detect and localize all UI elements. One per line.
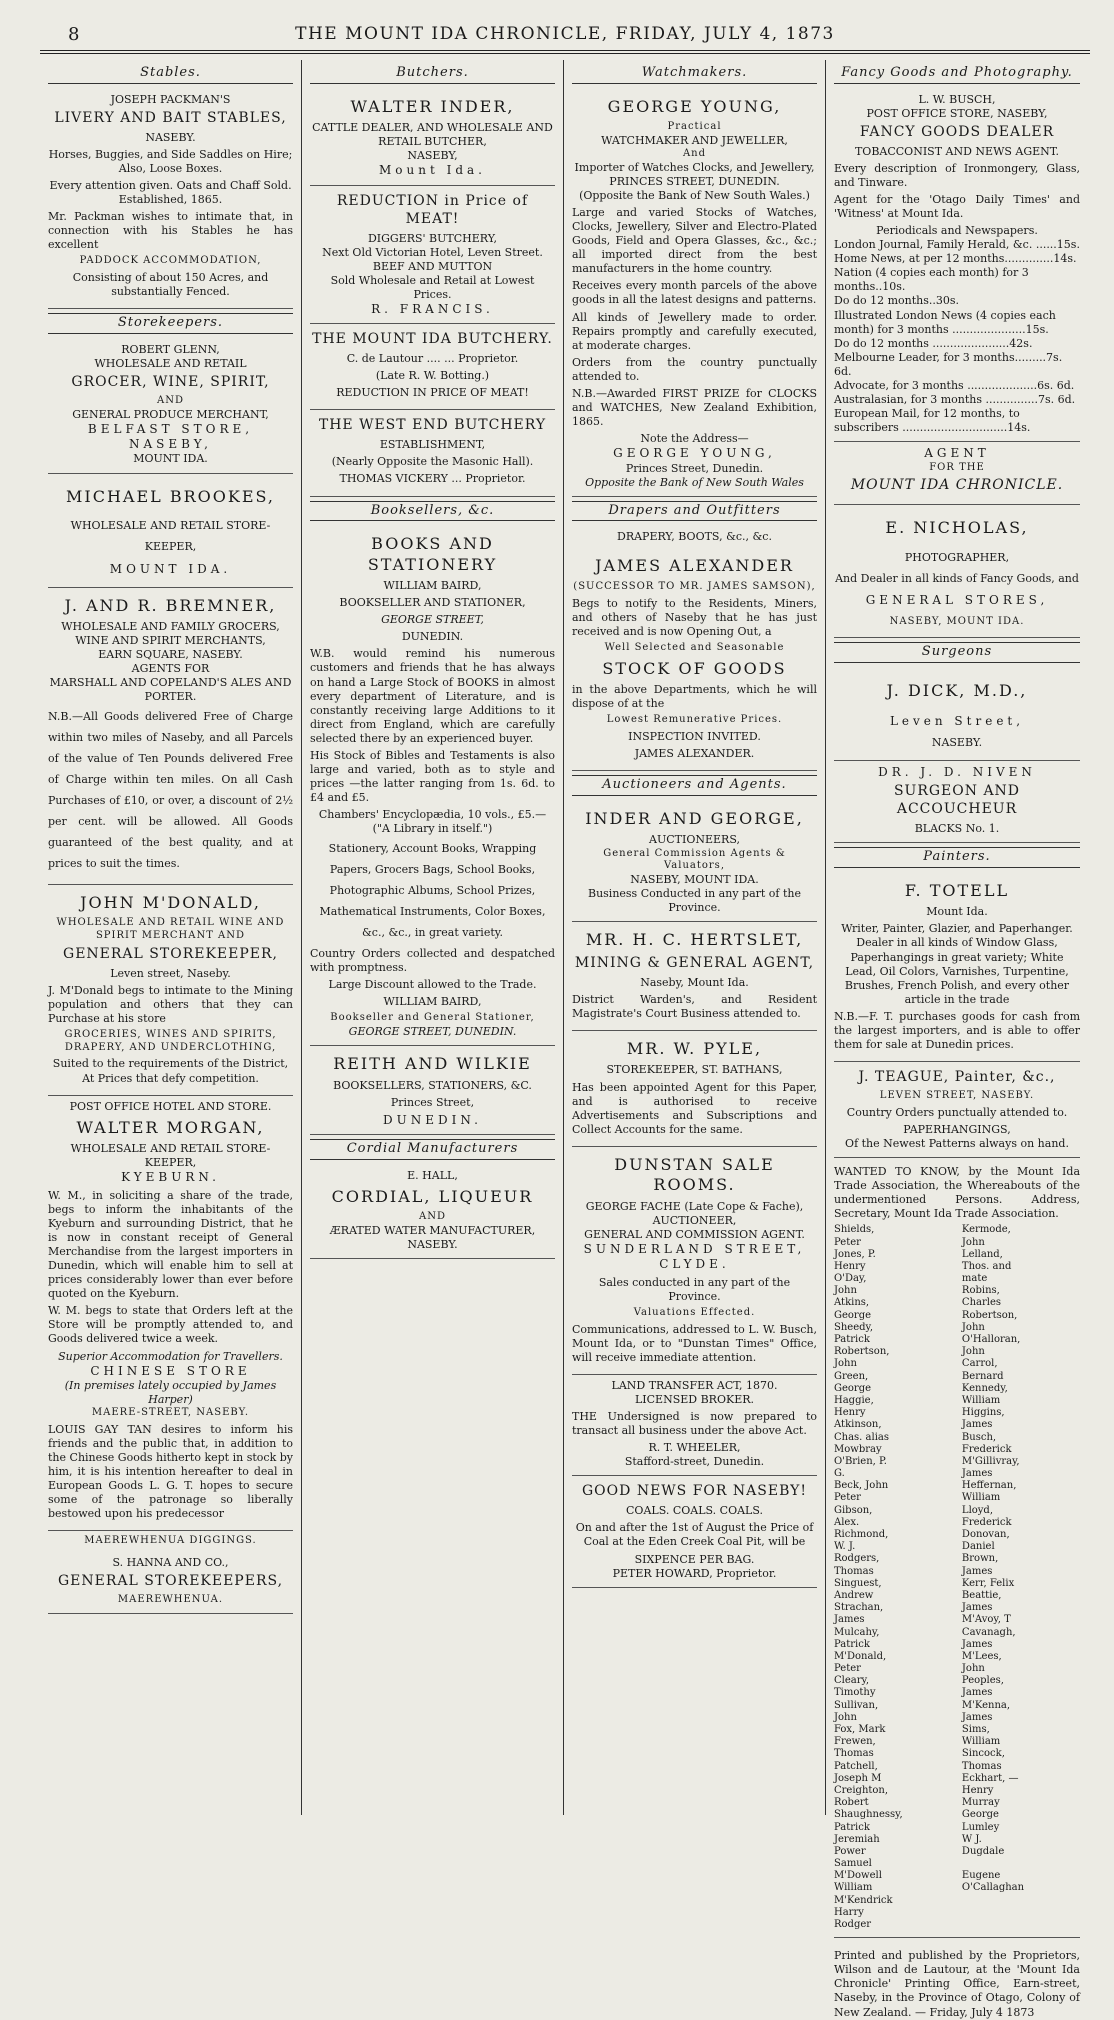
ad-line: GEORGE YOUNG, [613,446,776,461]
ad-text: Country Orders punctually attended to. [846,1105,1068,1119]
name-entry: Creighton, Robert [834,1784,889,1809]
ad-line: JOSEPH PACKMAN'S [110,92,231,106]
ad-wanted [834,1158,1080,1938]
ad-line: WHOLESALE AND RETAIL WINE AND SPIRIT MERCHANT AND [56,917,285,941]
ad-line: Well Selected and Seasonable [604,641,785,653]
name-entry: M'Gillivray, James [961,1455,1020,1480]
ad-text: Every description of Ironmongery, Glass, and Tinware. [834,161,1080,189]
ad-line: LAND TRANSFER ACT, 1870. [611,1378,778,1392]
name-entry: Cleary, Timothy [834,1675,876,1699]
ad-mount-ida-butchery [310,324,555,410]
ad-line: PAPERHANGINGS, [903,1122,1011,1136]
ad-line: EARN SQUARE, NASEBY. [98,648,243,662]
ad-line: L. W. BUSCH, [918,92,996,106]
ad-line: DUNEDIN. [383,1112,482,1127]
ad-line: WHOLESALE AND RETAIL STORE-KEEPER, [70,518,271,553]
ad-line: CHINESE STORE [90,1363,251,1378]
ad-line: Note the Address— [640,432,749,446]
ad-headline: JAMES ALEXANDER [595,556,794,576]
name-entry: Patchell, Joseph M [834,1760,882,1784]
ad-headline: WALTER INDER, [350,96,515,116]
name-entry: George Lumley [961,1809,1000,1833]
columns [40,60,1090,2019]
names-column-right [962,1224,1080,1931]
ad-line: GROCERIES, WINES AND SPIRITS, DRAPERY, AND UNDERCLOTHING, [64,1028,277,1053]
name-entry: Brown, James [961,1553,999,1577]
ad-line: GEORGE STREET, DUNEDIN. [348,1024,517,1038]
ad-line: Periodicals and Newspapers. [876,224,1038,238]
ad-text: J. M'Donald begs to intimate to the Mining population and others that they can Purchase at his store [48,983,293,1025]
name-entry: Donovan, Daniel [961,1529,1010,1553]
column-3 [564,60,826,1815]
ad-line: NASEBY, MOUNT IDA. [630,873,759,887]
name-entry: Kennedy, William [961,1382,1008,1406]
ad-line: And [682,147,707,159]
ad-line: MAERE-STREET, NASEBY. [91,1407,250,1419]
name-entry: Kermode, John [961,1224,1011,1248]
ad-line: BOOKSELLERS, STATIONERS, &C. [333,1078,532,1092]
column-2 [302,60,564,1815]
ad-headline: DUNSTAN SALE ROOMS. [614,1154,775,1195]
ad-line: INSPECTION INVITED. [628,730,761,744]
name-entry: M'Avoy, T [961,1614,1011,1626]
ad-alexander [572,526,817,771]
ad-headline: CORDIAL, LIQUEUR [331,1186,534,1206]
name-entry: Carrol, Bernard [961,1358,1004,1382]
ad-headline: STOCK OF GOODS [602,658,787,678]
ad-line: MAEREWHENUA DIGGINGS. [84,1535,257,1547]
ad-inder [310,89,555,186]
ad-line: KYEBURN. [121,1170,220,1185]
section-heading: Auctioneers and Agents. [572,775,817,796]
ad-west-end [310,410,555,496]
name-entry: O'Halloran, John [961,1334,1021,1358]
ad-francis [310,186,555,325]
ad-line: POST OFFICE STORE, NASEBY, [866,106,1048,120]
ad-dick [834,668,1080,761]
ad-brookes [48,474,293,588]
ad-line: NASEBY, MOUNT IDA. [889,616,1025,628]
section-heading: Painters. [834,847,1080,868]
section-heading: Booksellers, &c. [310,501,555,522]
ad-text: Large and varied Stocks of Watches, Clocks, Jewellery, Silver and Electro-Plated Goods, Field and Opera Glasses, &c., &c.; all imported direct from the best manufacturers in the home country. [572,206,817,276]
name-entry: Strachan, James [834,1602,884,1626]
ad-headline: FANCY GOODS DEALER [859,123,1055,140]
ad-line: POST OFFICE HOTEL AND STORE. [69,1099,272,1113]
ad-line: SUNDERLAND STREET, [583,1241,806,1256]
ad-line: C. de Lautour .... ... Proprietor. [346,352,519,366]
name-entry: Robins, Charles [961,1285,1002,1309]
name-entry: Sincock, Thomas [961,1748,1005,1772]
names-column-left [834,1224,952,1931]
name-entry: Beck, John Peter [834,1480,889,1504]
ad-headline: GENERAL STOREKEEPERS, [57,1573,284,1590]
name-entry: Robertson, John [834,1346,890,1370]
ad-headline: GROCER, WINE, SPIRIT, [71,373,270,390]
section-heading: Storekeepers. [48,313,293,334]
ad-packman [48,89,293,310]
ad-line: Mount Ida. [926,905,988,919]
name-entry: Kerr, Felix [961,1577,1015,1589]
ad-line: R. T. WHEELER, [648,1441,741,1455]
ad-text: All kinds of Jewellery made to order. Repairs promptly and carefully executed, at moderate charges. [572,310,817,352]
ad-text: W. M., in soliciting a share of the trade, begs to inform the inhabitants of the Kyeburn and surrounding District, that he is now in constant receipt of General Merchandise from the largest importers in Dunedin, which will enable him to sell at prices considerably lower than ever before quoted on the Kyeburn. [48,1188,293,1301]
ad-line: WILLIAM BAIRD, [383,995,482,1009]
ad-line: ÆRATED WATER MANUFACTURER, [329,1224,536,1238]
ad-headline: MOUNT IDA CHRONICLE. [850,477,1064,494]
name-entry: Busch, Frederick [961,1431,1012,1455]
list-item: Home News, at per 12 months..............14s. [834,252,1077,266]
ad-headline: GOOD NEWS FOR NASEBY! [582,1483,807,1500]
ad-line: (Nearly Opposite the Masonic Hall). [331,455,534,469]
ad-line: Princes Street, Dunedin. [625,461,764,475]
name-entry [962,1858,1019,1870]
name-entry: Shields, Peter [834,1224,875,1248]
section-heading: Stables. [48,64,293,84]
ad-headline: F. TOTELL [904,880,1010,900]
ad-line: Practical [667,121,722,133]
ad-headline: BOOKS AND STATIONERY [367,534,498,574]
ad-line: SIXPENCE PER BAG. [634,1552,755,1566]
ad-line: BELFAST STORE, NASEBY, [87,421,254,452]
ad-text: N.B.—All Goods delivered Free of Charge within two miles of Naseby, and all Parcels of the value of Ten Pounds delivered Free of Charge within ten miles. On all Cash Purchases of £10, or over, a discount of 2½ per cent. will be allowed. All Goods guaranteed of the best quality, and at prices to suit the times. [48,710,293,870]
masthead-rule [40,50,1090,54]
ad-text: W. M. begs to state that Orders left at the Store will be promptly attended to, and Goods delivered twice a week. [48,1304,293,1346]
name-entry: Higgins, James [961,1407,1005,1431]
ad-text: Receives every month parcels of the above goods in all the latest designs and patterns. [572,279,817,307]
ad-line: WHOLESALE AND RETAIL STORE-KEEPER, [70,1142,271,1170]
ad-headline: REITH AND WILKIE [333,1054,532,1074]
name-entry: Haggie, Henry [834,1394,874,1419]
ad-busch [834,89,1080,443]
name-entry: Atkinson, Chas. alias Mowbray [834,1419,889,1455]
ad-text: Sales conducted in any part of the Province. [598,1275,791,1303]
ad-text: Writer, Painter, Glazier, and Paperhanger. Dealer in all kinds of Window Glass, Paperhangings in great variety; White Lead, Oil Colors, Varnishes, Turpentine, Brushes, French Polish, and every other article in the trade [841,922,1073,1006]
ad-text: WANTED TO KNOW, by the Mount Ida Trade Association, the Whereabouts of the undermentioned Persons. Address, Secretary, Mount Ida Trade Association. [834,1165,1080,1221]
name-entry: O'Day, John [834,1273,867,1297]
ad-line: And Dealer in all kinds of Fancy Goods, and [835,571,1079,585]
ad-hertslet [572,922,817,1031]
ad-line: Next Old Victorian Hotel, Leven Street. [322,245,543,259]
ad-young [572,89,817,497]
page-title: THE MOUNT IDA CHRONICLE, FRIDAY, JULY 4, 1873 [295,24,835,44]
ad-text: Horses, Buggies, and Side Saddles on Hire; Also, Loose Boxes. [48,147,293,175]
name-entry: Rodgers, Thomas [834,1553,880,1577]
ad-line: WHOLESALE AND FAMILY GROCERS, WINE AND SPIRIT MERCHANTS, [61,619,280,648]
ad-line: DR. J. D. NIVEN [878,764,1036,779]
name-entry: Henry Murray [961,1784,1000,1809]
list-item: European Mail, for 12 months, to subscribers ..............................14s. [834,407,1031,435]
name-entry: Shaughnessy, Patrick [834,1809,903,1833]
ad-line: COALS. COALS. COALS. [626,1504,763,1518]
ad-teague [834,1062,1080,1158]
ad-line: GEORGE STREET, [381,613,484,627]
name-entry: Robertson, John [961,1309,1018,1333]
name-entry: Heffernan, William [961,1480,1017,1504]
ad-headline: JOHN M'DONALD, [80,892,261,912]
name-entry: M'Lees, John [961,1650,1002,1675]
ad-line: Sold Wholesale and Retail at Lowest Prices. [330,273,535,301]
ad-line: DRAPERY, BOOTS, &c., &c. [617,530,772,544]
ad-text: W.B. would remind his numerous customers and friends that he has always on hand a Large Stock of BOOKS in almost every department of Literature, and is constantly receiving large Additions to it direct from England, which are carefully selected there by an experienced buyer. [310,647,555,745]
ad-line: LICENSED BROKER. [634,1392,754,1406]
ad-line: TOBACCONIST AND NEWS AGENT. [854,144,1060,158]
ad-hanna [48,1531,293,1614]
ad-line: (Late R. W. Botting.) [375,369,490,383]
name-entry: Fox, Mark [834,1724,886,1736]
ad-line: Importer of Watches Clocks, and Jewellery, PRINCES STREET, DUNEDIN. [574,160,815,188]
name-entry: Samuel M'Dowell [834,1858,882,1882]
ad-line: Valuations Effected. [633,1306,756,1318]
ad-baird [310,526,555,1046]
section-heading: Cordial Manufacturers [310,1139,555,1160]
ad-headline: REDUCTION in Price of MEAT! [336,192,529,227]
ad-bremner [48,588,293,885]
ad-headline: GEORGE YOUNG, [607,96,782,116]
name-entry: W J. Dugdale [961,1833,1005,1857]
ad-line: NASEBY. [407,1238,458,1252]
name-entry: Gibson, Alex. [834,1504,873,1528]
ad-text: in the above Departments, which he will dispose of at the [572,683,817,711]
ad-line: Leven street, Naseby. [110,966,231,980]
ad-line: GENERAL STORES, [865,593,1049,608]
ad-text: Chambers' Encyclopædia, 10 vols., £5.— ("A Library in itself.") [318,808,547,836]
ad-line: ROBERT GLENN, [121,342,220,356]
ad-niven [834,761,1080,843]
name-entry: Lelland, Thos. and mate [961,1248,1012,1285]
ad-morgan [48,1096,293,1532]
section-heading: Watchmakers. [572,64,817,84]
ad-headline: THE MOUNT IDA BUTCHERY. [312,331,553,348]
name-entry: M'Kenna, James [961,1699,1011,1723]
ad-mcdonald [48,885,293,1096]
ad-line: ESTABLISHMENT, [379,438,486,452]
name-entry: Sims, William [961,1724,1001,1748]
ad-line: STOREKEEPER, ST. BATHANS, [606,1063,783,1077]
ad-line: Bookseller and General Stationer, [330,1012,535,1024]
name-entry: Sheedy, Patrick [834,1321,874,1346]
ad-nicholas [834,505,1080,638]
ad-line: NASEBY. [145,130,196,144]
name-entry: Peoples, James [961,1675,1004,1699]
ad-line: WHOLESALE AND RETAIL [94,356,247,370]
ad-line: FOR THE [929,461,985,473]
ad-line: BEEF AND MUTTON [372,259,493,273]
ad-line: CATTLE DEALER, AND WHOLESALE AND RETAIL BUTCHER, [312,121,553,149]
list-item: Australasian, for 3 months ...............7s. 6d. [834,393,1076,407]
ad-line: E. HALL, [407,1168,458,1182]
name-entry: William M'Kendrick [834,1882,893,1906]
name-entry: Jeremiah Power [834,1833,880,1857]
ad-line: DUNEDIN. [401,630,464,644]
page-number: 8 [68,24,80,45]
ad-agent [834,442,1080,505]
imprint: Printed and published by the Proprietors, Wilson and de Lautour, at the 'Mount Ida Chronicle' Printing Office, Earn-street, Naseby, in the Province of Otago, Colony of New Zealand. — Friday, July 4 1873 [834,1949,1080,2019]
ad-line: AND [157,394,184,406]
list-item: Do do 12 months..30s. [834,294,960,308]
ad-text: N.B.—Awarded FIRST PRIZE for CLOCKS and WATCHES, New Zealand Exhibition, 1865. [572,386,817,429]
ad-line: (Opposite the Bank of New South Wales.) [579,188,810,202]
ad-text: Every attention given. Oats and Chaff Sold. Established, 1865. [49,178,292,206]
ad-line: PADDOCK ACCOMMODATION, [79,255,262,267]
name-entry: Mulcahy, Patrick [834,1626,880,1650]
ad-line: AND [419,1211,446,1223]
ad-headline: LIVERY AND BAIT STABLES, [54,109,287,126]
ad-headline: J. DICK, M.D., [886,680,1028,700]
ad-text: N.B.—F. T. purchases goods for cash from the largest importers, and is able to offer them for sale at Dunedin prices. [834,1009,1080,1052]
ad-text: Communications, addressed to L. W. Busch, Mount Ida, or to "Dunstan Times" Office, will receive immediate attention. [572,1322,817,1364]
masthead [40,20,1090,50]
list-item: Advocate, for 3 months ....................6s. 6d. [834,378,1075,392]
ad-line: Business Conducted in any part of the Province. [587,887,802,915]
name-entry: Beattie, James [961,1589,1002,1614]
ad-howard [572,1476,817,1587]
name-entry: M'Donald, Peter [834,1650,887,1675]
ad-line: AGENTS FOR [131,662,210,676]
ad-line: MOUNT IDA. [109,561,232,576]
ad-glenn [48,339,293,474]
ad-text: Stationery, Account Books, Wrapping Papers, Grocers Bags, School Books, Photographic Albums, School Prizes, Mathematical Instruments, Color Boxes, &c., &c., in great variety. [319,842,546,939]
ad-line: AUCTIONEER, [652,1213,737,1227]
ad-totell [834,873,1080,1062]
ad-line: General Commission Agents & Valuators, [603,847,786,872]
ad-line: MARSHALL AND COPELAND'S ALES AND PORTER. [49,676,292,704]
name-entry: Eckhart, — [961,1772,1019,1784]
ad-line: (SUCCESSOR TO MR. JAMES SAMSON), [573,580,816,592]
names-list [834,1224,1080,1931]
ad-headline: MR. W. PYLE, [626,1038,763,1058]
ad-text: On and after the 1st of August the Price of Coal at the Eden Creek Coal Pit, will be [575,1521,814,1549]
ad-line: JAMES ALEXANDER. [634,747,755,761]
section-heading: Surgeons [834,642,1080,663]
ad-headline: GENERAL STOREKEEPER, [63,945,278,962]
ad-line: DIGGERS' BUTCHERY, [367,231,498,245]
ad-line: Naseby, Mount Ida. [640,975,749,989]
name-entry: Green, George [834,1370,872,1394]
section-heading: Drapers and Outfitters [572,501,817,522]
ad-line: LEVEN STREET, NASEBY. [879,1090,1035,1102]
name-entry: Sullivan, John [834,1699,879,1723]
ad-line: Princes Street, [390,1095,475,1109]
ad-text: His Stock of Bibles and Testaments is also large and varied, both as to style and prices —the latter ranging from 1s. 6d. to £4 and £5. [310,748,555,805]
ad-headline: MICHAEL BROOKES, [66,486,275,506]
name-entry: Richmond, W. J. [834,1529,889,1553]
ad-text: Mr. Packman wishes to intimate that, in connection with his Stables he has excellent [48,210,293,252]
column-1 [40,60,302,1815]
name-entry: Frewen, Thomas [834,1736,876,1760]
name-entry: Atkins, George [834,1297,872,1321]
ad-text: Consisting of about 150 Acres, and substantially Fenced. [72,271,269,299]
ad-headline: INDER AND GEORGE, [585,808,804,828]
list-item: Do do 12 months ......................42s. [834,336,1033,350]
ad-line: Lowest Remunerative Prices. [606,714,783,726]
ad-line: BOOKSELLER AND STATIONER, [339,596,526,610]
ad-line: (In premises lately occupied by James Harper) [64,1378,277,1407]
name-entry: Eugene O'Callaghan [961,1870,1025,1894]
name-entry: O'Brien, P. G. [834,1455,887,1480]
ad-line: Of the Newest Patterns always on hand. [845,1136,1069,1150]
ad-line: THOMAS VICKERY ... Proprietor. [339,472,526,486]
section-heading: Butchers. [310,64,555,84]
ad-dunstan [572,1147,817,1375]
ad-line: NASEBY, [407,149,458,163]
ad-line: Leven Street, [889,714,1025,729]
ad-line: AUCTIONEERS, [649,833,740,847]
list-item: Melbourne Leader, for 3 months.........7s. 6d. [834,350,1063,378]
column-4 [826,60,1088,2019]
ad-line: CLYDE. [659,1257,730,1272]
list-item: Nation (4 copies each month) for 3 months..10s. [834,266,1029,294]
ad-text: LOUIS GAY TAN desires to inform his friends and the public that, in addition to the Chinese Goods hitherto kept in stock by him, it is his intention hereafter to deal in European Goods L. G. T. hopes to secure some of the patronage so liberally bestowed upon his predecessor [48,1422,293,1521]
ad-text: Suited to the requirements of the District, At Prices that defy competition. [52,1057,289,1085]
ad-pyle [572,1031,817,1147]
ad-hall [310,1165,555,1260]
ad-line: S. HANNA AND CO., [112,1556,229,1570]
ad-text: District Warden's, and Resident Magistrate's Court Business attended to. [572,992,817,1020]
ad-wheeler [572,1375,817,1476]
ad-text: Agent for the 'Otago Daily Times' and 'Witness' at Mount Ida. [834,192,1080,220]
name-entry: Cavanagh, James [961,1626,1016,1650]
ad-headline: MR. H. C. HERTSLET, [585,930,804,950]
ad-inder-george [572,801,817,922]
ad-headline: E. NICHOLAS, [885,518,1029,538]
ad-line: WILLIAM BAIRD, [383,579,482,593]
ad-line: Mount Ida. [379,163,486,178]
ad-line: R. FRANCIS. [371,301,494,316]
ad-line: GEORGE FACHE (Late Cope & Fache), [585,1199,804,1213]
ad-line: MAEREWHENUA. [117,1594,224,1606]
ad-line: PETER HOWARD, Proprietor. [612,1566,777,1580]
ad-reith-wilkie [310,1046,555,1135]
name-entry: Singuest, Andrew [834,1577,882,1601]
ad-line: GENERAL PRODUCE MERCHANT, [72,407,269,421]
ad-text: Large Discount allowed to the Trade. [328,978,537,992]
name-entry: Lloyd, Frederick [961,1504,1012,1528]
name-entry: Jones, P. Henry [834,1248,876,1272]
ad-line: PHOTOGRAPHER, [904,550,1010,564]
ad-text: Country Orders collected and despatched with promptness. [310,946,555,974]
section-heading: Fancy Goods and Photography. [834,64,1080,84]
ad-line: WATCHMAKER AND JEWELLER, [601,133,788,147]
ad-line: REDUCTION IN PRICE OF MEAT! [336,386,529,400]
ad-line: GENERAL AND COMMISSION AGENT. [584,1227,805,1241]
ad-line: NASEBY. [931,736,983,750]
ad-headline: J. TEAGUE, Painter, &c., [858,1069,1056,1086]
ad-line: AGENT [924,446,990,461]
ad-line: MOUNT IDA. [133,452,208,466]
ad-text: Begs to notify to the Residents, Miners, and others of Naseby that he has just received and is now Opening Out, a [572,596,817,638]
ad-line: Superior Accommodation for Travellers. [58,1349,283,1363]
list-item: London Journal, Family Herald, &c. ......15s. [834,238,1080,252]
ad-headline: SURGEON AND ACCOUCHEUR [893,783,1021,818]
ad-headline: MINING & GENERAL AGENT, [574,954,815,971]
ad-headline: J. AND R. BREMNER, [64,595,277,615]
ad-line: BLACKS No. 1. [914,822,1000,836]
ad-line: Stafford-street, Dunedin. [624,1455,765,1469]
ad-headline: WALTER MORGAN, [76,1117,265,1137]
list-item: Illustrated London News (4 copies each month) for 3 months .....................15s. [834,308,1056,336]
periodical-list [834,238,1080,435]
ad-line: Opposite the Bank of New South Wales [585,475,804,489]
name-entry: Harry Rodger [834,1906,872,1931]
ad-text: Orders from the country punctually attended to. [572,355,817,383]
ad-text: THE Undersigned is now prepared to transact all business under the above Act. [572,1410,817,1438]
ad-text: Has been appointed Agent for this Paper, and is authorised to receive Advertisements and Subscriptions and Collect Accounts for the same. [572,1080,817,1136]
ad-headline: THE WEST END BUTCHERY [318,417,547,434]
